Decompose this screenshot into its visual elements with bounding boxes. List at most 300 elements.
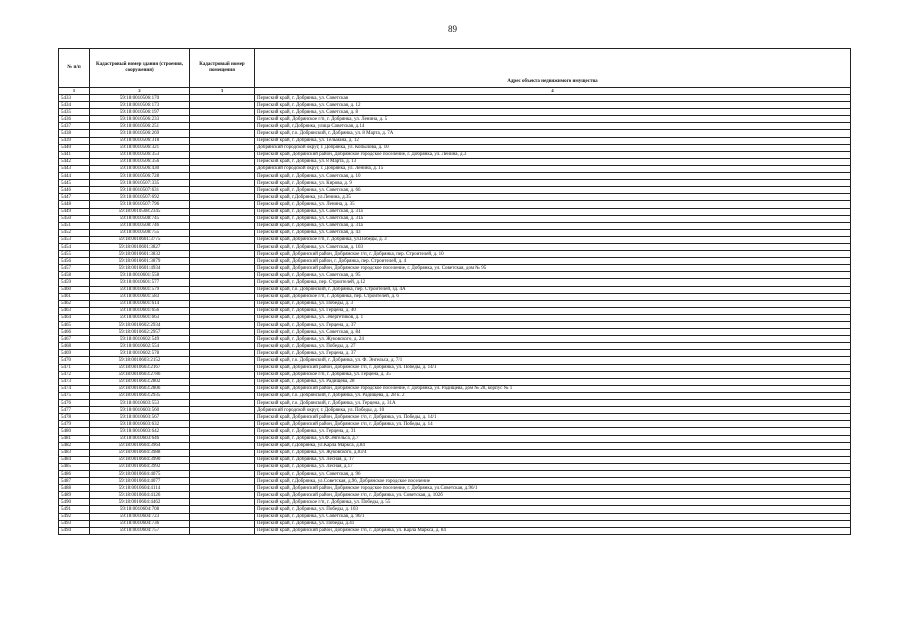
address-cell: Пермский край, Добрянский район, Добрянское городское поселение, г. Добрянка, ул. Радищева, дом № 28, корпус № 1 (255, 385, 851, 392)
table-row (59, 236, 851, 243)
cadastral-number-cell: 59:18:0010604:4126 (90, 492, 190, 499)
cadastral-number-cell: 59:18:0010601:579 (90, 286, 190, 293)
premises-number-cell (190, 527, 255, 534)
premises-number-cell (190, 151, 255, 158)
address-cell: Пермский край, Добрянский район, Добрянское г/п, г. Добрянка, пер. Строителей, д. 10 (255, 251, 851, 258)
premises-number-cell (190, 236, 255, 243)
premises-number-cell (190, 513, 255, 520)
table-row (59, 286, 851, 293)
premises-number-cell (190, 492, 255, 499)
row-number-cell: 5476 (59, 400, 90, 407)
premises-number-cell (190, 123, 255, 130)
premises-number-cell (190, 215, 255, 222)
table-row (59, 371, 851, 378)
premises-number-cell (190, 158, 255, 165)
address-cell: Пермский край, г.о. Добрянский, г. Добрянка, пер. Строителей, зд. 4А (255, 286, 851, 293)
row-number-cell: 5456 (59, 258, 90, 265)
row-number-cell: 5438 (59, 130, 90, 137)
address-cell: Пермский край, г. Добрянка, ул. Лесная, д. 17 (255, 456, 851, 463)
cadastral-number-cell: 59:18:0010603:646 (90, 435, 190, 442)
premises-number-cell (190, 95, 255, 102)
premises-number-cell (190, 116, 255, 123)
premises-number-cell (190, 165, 255, 172)
premises-number-cell (190, 336, 255, 343)
table-row (59, 407, 851, 414)
premises-number-cell (190, 350, 255, 357)
premises-number-cell (190, 364, 255, 371)
cadastral-number-cell: 59:18:0010601:558 (90, 272, 190, 279)
premises-number-cell (190, 421, 255, 428)
premises-number-cell (190, 109, 255, 116)
row-number-cell: 5473 (59, 378, 90, 385)
address-cell: Пермский край, г. Добрянка, ул. Тельмана, д. 12 (255, 137, 851, 144)
cadastral-number-cell: 59:18:0010603:642 (90, 428, 190, 435)
cadastral-number-cell: 59:18:0010506:430 (90, 165, 190, 172)
row-number-cell: 5441 (59, 151, 90, 158)
premises-number-cell (190, 520, 255, 527)
header-address: Адрес объекта недвижимого имущества (255, 49, 851, 88)
premises-number-cell (190, 144, 255, 151)
premises-number-cell (190, 435, 255, 442)
row-number-cell: 5479 (59, 421, 90, 428)
address-cell: Добрянский городской округ, г. Добрянка, ул. Ленина, д. 15 (255, 165, 851, 172)
table-row (59, 300, 851, 307)
row-number-cell: 5439 (59, 137, 90, 144)
cadastral-number-cell: 59:18:0010506:318 (90, 137, 190, 144)
address-cell: Пермский край, г.о. Добрянский, г. Добрянка, ул. Радищева, д. 28 к. 2 (255, 392, 851, 399)
cadastral-number-cell: 59:18:0010604:757 (90, 527, 190, 534)
table-row (59, 215, 851, 222)
row-number-cell: 5464 (59, 314, 90, 321)
address-cell: Пермский край, Добрянское г/п, г. Добрянка, ул. Ленина, д. 5 (255, 116, 851, 123)
table-row (59, 428, 851, 435)
address-cell: Пермский край, г. Добрянка, ул. Советская, д. 84 (255, 329, 851, 336)
property-table (58, 48, 851, 535)
table-row (59, 378, 851, 385)
address-cell: Пермский край, г.о. Добрянский, г. Добрянка, ул. 8 Марта, д. 7А (255, 130, 851, 137)
premises-number-cell (190, 180, 255, 187)
cadastral-number-cell: 59:18:0010508:746 (90, 222, 190, 229)
cadastral-number-cell: 59:18:0010604:708 (90, 506, 190, 513)
address-cell: Пермский край, Добрянское г/п, г. Добрянка, ул. Герцена, д. 35 (255, 371, 851, 378)
row-number-cell: 5489 (59, 492, 90, 499)
premises-number-cell (190, 208, 255, 215)
table-row (59, 421, 851, 428)
premises-number-cell (190, 300, 255, 307)
row-number-cell: 5435 (59, 109, 90, 116)
premises-number-cell (190, 371, 255, 378)
cadastral-number-cell: 59:18:0010601:3832 (90, 251, 190, 258)
cadastral-number-cell: 59:18:0010602:549 (90, 336, 190, 343)
cadastral-number-cell: 59:18:0010604:3988 (90, 449, 190, 456)
table-row (59, 364, 851, 371)
premises-number-cell (190, 378, 255, 385)
premises-number-cell (190, 485, 255, 492)
premises-number-cell (190, 506, 255, 513)
table-row (59, 527, 851, 534)
table-row (59, 116, 851, 123)
address-cell: Пермский край, г. Добрянка, ул. Лесная, д.17 (255, 463, 851, 470)
row-number-cell: 5485 (59, 463, 90, 470)
row-number-cell: 5450 (59, 215, 90, 222)
table-row (59, 456, 851, 463)
address-cell: Пермский край, Добрянское г/п, г. Добрянка, ул.Победы, д. 3 (255, 236, 851, 243)
cadastral-number-cell: 59:18:0010507:796 (90, 201, 190, 208)
premises-number-cell (190, 407, 255, 414)
premises-number-cell (190, 329, 255, 336)
premises-number-cell (190, 229, 255, 236)
premises-number-cell (190, 392, 255, 399)
premises-number-cell (190, 243, 255, 250)
address-cell: Пермский край, г. Добрянка, ул. Советская, д. 10 (255, 173, 851, 180)
table-row (59, 137, 851, 144)
address-cell: Пермский край, г.Добрянка, ул.Советская, д.96, Добрянское городское поселение (255, 478, 851, 485)
cadastral-number-cell: 59:18:0010506:173 (90, 102, 190, 109)
table-row (59, 109, 851, 116)
row-number-cell: 5443 (59, 165, 90, 172)
address-cell: Пермский край, г. Добрянка, ул. Жуковского, д.83/4 (255, 449, 851, 456)
premises-number-cell (190, 272, 255, 279)
row-number-cell: 5469 (59, 350, 90, 357)
row-number-cell: 5482 (59, 442, 90, 449)
cadastral-number-cell: 59:18:0010601:3775 (90, 236, 190, 243)
premises-number-cell (190, 449, 255, 456)
premises-number-cell (190, 137, 255, 144)
row-number-cell: 5471 (59, 364, 90, 371)
address-cell: Пермский край, г. Добрянка, ул. Победы, д.41 (255, 520, 851, 527)
address-cell: Пермский край, г. Добрянка, ул. 8 Марта, д. 13 (255, 158, 851, 165)
table-body (59, 95, 851, 535)
address-cell: Пермский край, г. Добрянка, ул. Советская, д. 12 (255, 102, 851, 109)
table-row (59, 251, 851, 258)
row-number-cell: 5481 (59, 435, 90, 442)
table-row (59, 442, 851, 449)
table-row (59, 158, 851, 165)
address-cell: Пермский край, г. Добрянка, ул.Ф.Энгельса, д.7 (255, 435, 851, 442)
cadastral-number-cell: 59:18:0010506:170 (90, 95, 190, 102)
address-cell: Пермский край, г. Добрянка, ул. Советская, д. 95 (255, 272, 851, 279)
cadastral-number-cell: 59:18:0010601:583 (90, 293, 190, 300)
cadastral-number-cell: 59:18:0010603:2786 (90, 371, 190, 378)
cadastral-number-cell: 59:18:0010604:4462 (90, 499, 190, 506)
row-number-cell: 5466 (59, 329, 90, 336)
table-row (59, 258, 851, 265)
column-number-row (59, 88, 851, 95)
cadastral-number-cell: 59:18:0010506:251 (90, 123, 190, 130)
cadastral-number-cell: 59:18:0010506:269 (90, 130, 190, 137)
row-number-cell: 5460 (59, 286, 90, 293)
cadastral-number-cell: 59:18:0010604:3992 (90, 463, 190, 470)
table-row (59, 102, 851, 109)
table-row (59, 336, 851, 343)
row-number-cell: 5455 (59, 251, 90, 258)
row-number-cell: 5440 (59, 144, 90, 151)
row-number-cell: 5477 (59, 407, 90, 414)
row-number-cell: 5488 (59, 485, 90, 492)
table-row (59, 243, 851, 250)
address-cell: Пермский край, Добрянский район, Добрянское г/п, г. Добрянка, ул. Советская, д. 102б (255, 492, 851, 499)
cadastral-number-cell: 59:18:0010506:353 (90, 151, 190, 158)
row-number-cell: 5437 (59, 123, 90, 130)
premises-number-cell (190, 357, 255, 364)
cadastral-number-cell: 59:18:0010506:728 (90, 173, 190, 180)
cadastral-number-cell: 59:18:0010507:335 (90, 180, 190, 187)
address-cell: Пермский край, г. Добрянка, ул. Кирова, д. 9 (255, 180, 851, 187)
row-number-cell: 5468 (59, 343, 90, 350)
cadastral-number-cell: 59:18:0010508:745 (90, 215, 190, 222)
cadastral-number-cell: 59:18:0010507:692 (90, 194, 190, 201)
table-row (59, 229, 851, 236)
row-number-cell: 5454 (59, 243, 90, 250)
address-cell: Пермский край, г. Добрянка, ул. Советская, д. 66 (255, 187, 851, 194)
cadastral-number-cell: 59:18:0010603:560 (90, 407, 190, 414)
table-row (59, 222, 851, 229)
premises-number-cell (190, 265, 255, 272)
row-number-cell: 5447 (59, 194, 90, 201)
premises-number-cell (190, 478, 255, 485)
row-number-cell: 5472 (59, 371, 90, 378)
cadastral-number-cell: 59:18:0010601:3879 (90, 258, 190, 265)
row-number-cell: 5480 (59, 428, 90, 435)
cadastral-number-cell: 59:18:0010506:197 (90, 109, 190, 116)
table-row (59, 180, 851, 187)
address-cell: Пермский край, г. Добрянка, ул. Герцена, д. 37 (255, 350, 851, 357)
address-cell: Пермский край, Добрянский район, г. Добрянка, пер. Строителей, д. 4 (255, 258, 851, 265)
cadastral-number-cell: 59:18:0010506:321 (90, 144, 190, 151)
cadastral-number-cell: 59:18:0010603:567 (90, 414, 190, 421)
row-number-cell: 5462 (59, 300, 90, 307)
address-cell: Пермский край, Добрянский район, Добрянское городское поселение, г. Добрянка, ул. Советская, дом № 95 (255, 265, 851, 272)
address-cell: Пермский край, г.Добрянка, улица Советская, д.14 (255, 123, 851, 130)
row-number-cell: 5470 (59, 357, 90, 364)
table-row (59, 194, 851, 201)
premises-number-cell (190, 130, 255, 137)
premises-number-cell (190, 293, 255, 300)
premises-number-cell (190, 194, 255, 201)
table-row (59, 449, 851, 456)
table-row (59, 463, 851, 470)
cadastral-number-cell: 59:18:0010603:553 (90, 400, 190, 407)
header-cadastral: Кадастровый номер здания (строения, сооружения) (90, 49, 190, 88)
premises-number-cell (190, 428, 255, 435)
row-number-cell: 5458 (59, 272, 90, 279)
address-cell: Пермский край, г. Добрянка, ул. Советская, д. 31а (255, 222, 851, 229)
address-cell: Пермский край, г. Добрянка, ул. Герцена, д. 37 (255, 322, 851, 329)
premises-number-cell (190, 322, 255, 329)
row-number-cell: 5436 (59, 116, 90, 123)
cadastral-number-cell: 59:18:0010604:4114 (90, 485, 190, 492)
premises-number-cell (190, 279, 255, 286)
table-row (59, 506, 851, 513)
cadastral-number-cell: 59:18:0010604:3964 (90, 442, 190, 449)
table-row (59, 279, 851, 286)
row-number-cell: 5433 (59, 95, 90, 102)
header-row (59, 49, 851, 88)
table-row (59, 478, 851, 485)
table-row (59, 208, 851, 215)
cadastral-number-cell: 59:18:0010603:2167 (90, 364, 190, 371)
cadastral-number-cell: 59:18:0010604:736 (90, 520, 190, 527)
premises-number-cell (190, 456, 255, 463)
cadastral-number-cell: 59:18:0010601:614 (90, 300, 190, 307)
cadastral-number-cell: 59:18:0010508:755 (90, 229, 190, 236)
row-number-cell: 5467 (59, 336, 90, 343)
table-row (59, 293, 851, 300)
address-cell: Пермский край, г. Добрянка, пер. Строителей, д.12 (255, 279, 851, 286)
cadastral-number-cell: 59:18:0010604:723 (90, 513, 190, 520)
premises-number-cell (190, 173, 255, 180)
address-cell: Пермский край, г. Добрянка, ул. Жуковского, д. 24 (255, 336, 851, 343)
cadastral-number-cell: 59:18:0010604:4077 (90, 478, 190, 485)
address-cell: Пермский край, г. Добрянка, ул. Победы, д. 103 (255, 506, 851, 513)
address-cell: Добрянский городской округ, г. Добрянка, ул. Копылова, д. 10 (255, 144, 851, 151)
address-cell: Пермский край, г. Добрянка, ул. Советская, д. 96 (255, 470, 851, 477)
address-cell: Пермский край, г. Добрянка, ул. Советская, д. 43 (255, 229, 851, 236)
cadastral-number-cell: 59:18:0010601:577 (90, 279, 190, 286)
table-row (59, 201, 851, 208)
address-cell: Пермский край, г.Добрянка, ул.Карла Маркса, д.84 (255, 442, 851, 449)
address-cell: Пермский край, г. Добрянка, ул. Радищева, 28 (255, 378, 851, 385)
column-number: 4 (255, 88, 851, 95)
row-number-cell: 5448 (59, 201, 90, 208)
table-row (59, 173, 851, 180)
premises-number-cell (190, 442, 255, 449)
row-number-cell: 5493 (59, 520, 90, 527)
header-premises: Кадастровый номер помещения (190, 49, 255, 88)
cadastral-number-cell: 59:18:0010601:3827 (90, 243, 190, 250)
premises-number-cell (190, 102, 255, 109)
cadastral-number-cell: 59:18:0010602:578 (90, 350, 190, 357)
address-cell: Пермский край, Добрянский район, Добрянское г/п, г. Добрянка, ул. Карла Маркса, д. 84 (255, 527, 851, 534)
cadastral-number-cell: 59:18:0010601:656 (90, 307, 190, 314)
cadastral-number-cell: 59:18:0010602:554 (90, 343, 190, 350)
row-number-cell: 5449 (59, 208, 90, 215)
row-number-cell: 5487 (59, 478, 90, 485)
table-row (59, 187, 851, 194)
table-row (59, 470, 851, 477)
premises-number-cell (190, 499, 255, 506)
address-cell: Пермский край, г. Добрянка, ул. Советская, д. 8 (255, 109, 851, 116)
premises-number-cell (190, 258, 255, 265)
table-row (59, 343, 851, 350)
table-row (59, 322, 851, 329)
table-row (59, 95, 851, 102)
address-cell: Пермский край, Добрянский район, Добрянское г/п, г. Добрянка, ул. Победы, д. 14/1 (255, 364, 851, 371)
row-number-cell: 5474 (59, 385, 90, 392)
premises-number-cell (190, 343, 255, 350)
table-row (59, 513, 851, 520)
table-row (59, 314, 851, 321)
cadastral-number-cell: 59:18:0010603:2802 (90, 378, 190, 385)
table-row (59, 485, 851, 492)
address-cell: Пермский край, Добрянское г/п, г. Добрянка, ул. Победы, д. 55 (255, 499, 851, 506)
row-number-cell: 5491 (59, 506, 90, 513)
row-number-cell: 5457 (59, 265, 90, 272)
row-number-cell: 5451 (59, 222, 90, 229)
row-number-cell: 5459 (59, 279, 90, 286)
row-number-cell: 5461 (59, 293, 90, 300)
row-number-cell: 5494 (59, 527, 90, 534)
premises-number-cell (190, 307, 255, 314)
table-row (59, 265, 851, 272)
table-row (59, 499, 851, 506)
premises-number-cell (190, 187, 255, 194)
premises-number-cell (190, 463, 255, 470)
cadastral-number-cell: 59:18:0010602:2934 (90, 322, 190, 329)
address-cell: Пермский край, г. Добрянка, ул. Советская, д. 96/1 (255, 513, 851, 520)
table-row (59, 357, 851, 364)
cadastral-number-cell: 59:18:0010603:2806 (90, 385, 190, 392)
table-row (59, 520, 851, 527)
address-cell: Добрянский городской округ, г. Добрянка, ул. Победы, д. 10 (255, 407, 851, 414)
cadastral-number-cell: 59:18:0010508:2345 (90, 208, 190, 215)
table-row (59, 400, 851, 407)
cadastral-number-cell: 59:18:0010603:2935 (90, 392, 190, 399)
table-row (59, 435, 851, 442)
table-row (59, 307, 851, 314)
row-number-cell: 5452 (59, 229, 90, 236)
address-cell: Пермский край, г. Добрянка, ул. Победы, д. 3 (255, 300, 851, 307)
premises-number-cell (190, 470, 255, 477)
row-number-cell: 5490 (59, 499, 90, 506)
row-number-cell: 5492 (59, 513, 90, 520)
column-number: 1 (59, 88, 90, 95)
cadastral-number-cell: 59:18:0010604:4075 (90, 470, 190, 477)
row-number-cell: 5465 (59, 322, 90, 329)
premises-number-cell (190, 286, 255, 293)
address-cell: Пермский край, г.о. Добрянский, г. Добрянка, ул. Ф. Энгельса, д. 7/1 (255, 357, 851, 364)
table-row (59, 329, 851, 336)
cadastral-number-cell: 59:18:0010603:632 (90, 421, 190, 428)
address-cell: Пермский край, г. Добрянка, ул. Энергетиков, д. 1 (255, 314, 851, 321)
address-cell: Пермский край, Добрянский район, Добрянское городское поселение, г. Добрянка, ул.Советская, д.96/1 (255, 485, 851, 492)
cadastral-number-cell: 59:18:0010507:631 (90, 187, 190, 194)
address-cell: Пермский край, г. Добрянка, ул. Советская, д. 103 (255, 243, 851, 250)
row-number-cell: 5446 (59, 187, 90, 194)
address-cell: Пермский край, г. Добрянка, ул. Советская, д. 31а (255, 215, 851, 222)
row-number-cell: 5453 (59, 236, 90, 243)
row-number-cell: 5486 (59, 470, 90, 477)
table-row (59, 165, 851, 172)
address-cell: Пермский край, г. Добрянка, ул. Ленина, д. 35 (255, 201, 851, 208)
page-number: 89 (448, 24, 457, 34)
table-row (59, 350, 851, 357)
cadastral-number-cell: 59:18:0010506:356 (90, 158, 190, 165)
table-row (59, 392, 851, 399)
table-row (59, 385, 851, 392)
column-number: 2 (90, 88, 190, 95)
row-number-cell: 5442 (59, 158, 90, 165)
table-row (59, 123, 851, 130)
row-number-cell: 5445 (59, 180, 90, 187)
cadastral-number-cell: 59:18:0010506:233 (90, 116, 190, 123)
address-cell: Пермский край, г. Добрянка, ул. Герцена, д. 40 (255, 307, 851, 314)
cadastral-number-cell: 59:18:0010602:2957 (90, 329, 190, 336)
row-number-cell: 5463 (59, 307, 90, 314)
address-cell: Пермский край, Добрянское г/п, г. Добрянка, пер. Строителей, д. 6 (255, 293, 851, 300)
address-cell: Пермский край, г.о. Добрянский, г. Добрянка, ул. Герцена, д. 31А (255, 400, 851, 407)
address-cell: Пермский край, г.Добрянка, ул.Ленина, д.35 (255, 194, 851, 201)
table-row (59, 414, 851, 421)
address-cell: Пермский край, г. Добрянка, ул. Советская, д. 31а (255, 208, 851, 215)
premises-number-cell (190, 201, 255, 208)
row-number-cell: 5475 (59, 392, 90, 399)
premises-number-cell (190, 251, 255, 258)
address-cell: Пермский край, Добрянский район, Добрянское г/п, г. Добрянка, ул. Победы, д. 14/1 (255, 414, 851, 421)
cadastral-number-cell: 59:18:0010603:2152 (90, 357, 190, 364)
address-cell: Пермский край, г. Добрянка, ул. Победы, д. 27 (255, 343, 851, 350)
row-number-cell: 5478 (59, 414, 90, 421)
